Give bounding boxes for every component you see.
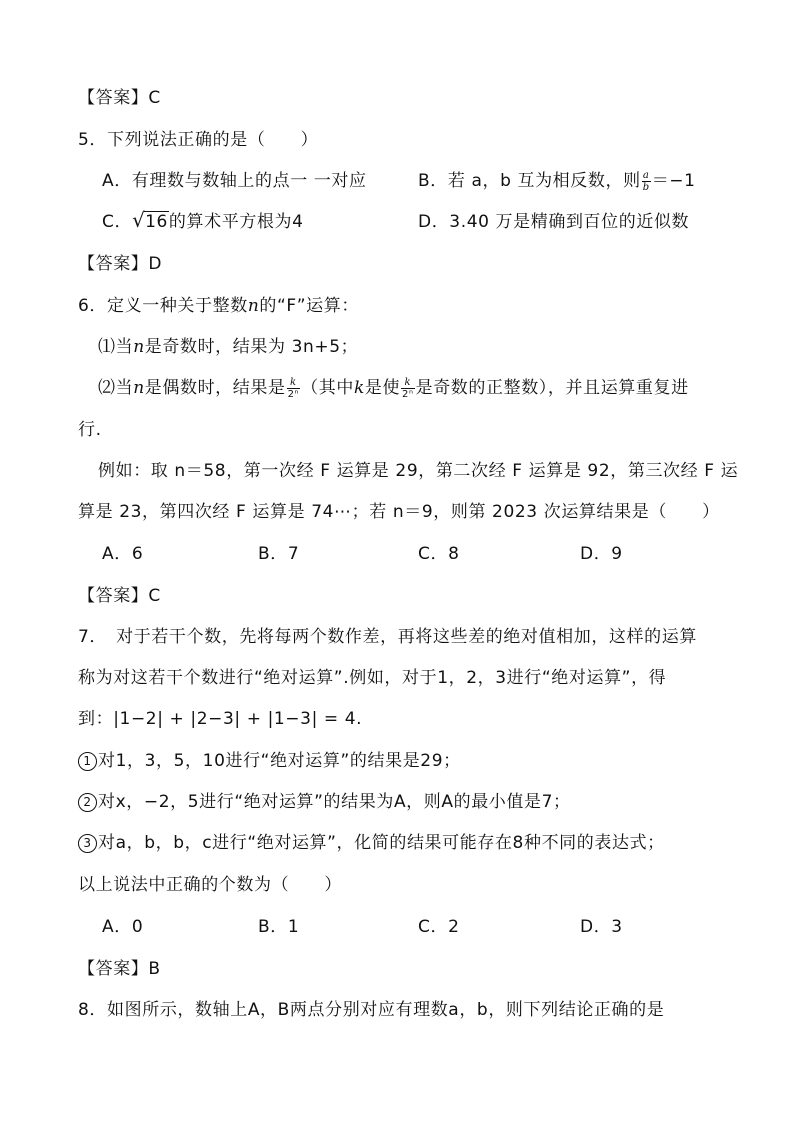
sqrt-radicand: 16 (145, 212, 168, 232)
circled-number-1: 1 (78, 752, 97, 771)
q5-option-b (418, 168, 696, 194)
q5-option-b-result: ＝−1 (651, 171, 696, 191)
q6-rule-2-b: 是偶数时，结果是 (144, 378, 286, 398)
question-5-stem: 5．下列说法正确的是（ ） (78, 130, 319, 150)
answer-q7: 【答案】B (78, 959, 161, 979)
q6-option-d: D．9 (580, 544, 623, 564)
q6-fraction-2-num: k (401, 377, 415, 389)
q6-fraction-1 (287, 377, 301, 400)
sqrt-symbol: √ 16 (132, 208, 168, 232)
question-6-stem (78, 293, 359, 319)
q6-fraction-2-den: 2ⁿ (402, 388, 414, 400)
q6-rule-2-k: k (353, 378, 365, 398)
circled-number-3: 3 (78, 834, 97, 853)
q6-option-b: B．7 (258, 544, 300, 564)
q6-rule-2-c: （其中 (301, 378, 354, 398)
q6-fraction-2 (401, 377, 415, 400)
q7-question: 以上说法中正确的个数为（ ） (78, 875, 342, 895)
answer-q6: 【答案】C (78, 586, 161, 606)
q7-option-d: D．3 (580, 917, 623, 937)
q7-statement-2 (78, 789, 571, 815)
q7-option-b: B．1 (258, 917, 300, 937)
q6-rule-1-b: 是奇数时，结果为 3n+5； (144, 337, 359, 357)
q6-fraction-1-den: 2ⁿ (287, 388, 300, 400)
q6-rule-2-continued: 行. (78, 420, 102, 440)
q5-option-b-fraction (642, 170, 651, 193)
q7-statement-3-text: 对a，b，b，c进行“绝对运算”，化简的结果可能存在8种不同的表达式； (98, 833, 665, 853)
q5-option-c-text: 的算术平方根为4 (168, 212, 304, 232)
q5-fraction-numerator: a (642, 169, 650, 181)
q7-statement-1-text: 对1，3，5，10进行“绝对运算”的结果是29； (98, 751, 461, 771)
answer-q4: 【答案】C (78, 88, 161, 108)
q5-option-c (102, 209, 304, 235)
q7-statement-3 (78, 830, 665, 856)
q6-var-n: n (247, 296, 260, 316)
q7-line-3: 到：|1−2| + |2−3| + |1−3| = 4. (78, 709, 363, 729)
q7-option-c: C．2 (418, 917, 460, 937)
q7-option-a: A．0 (102, 917, 144, 937)
q5-option-b-text: B．若 a，b 互为相反数，则 (418, 171, 641, 191)
q6-example-line-2: 算是 23，第四次经 F 运算是 74⋯；若 n＝9，则第 2023 次运算结果是（ ） (78, 502, 720, 522)
q6-rule-2-n: n (133, 378, 145, 398)
q6-rule-2-a: ⑵当 (98, 378, 134, 398)
q5-option-d: D．3.40 万是精确到百位的近似数 (418, 212, 690, 232)
q6-rule-2 (98, 375, 689, 401)
answer-q5: 【答案】D (78, 254, 163, 274)
q6-rule-2-d: 是使 (364, 378, 401, 398)
q6-rule-1 (98, 334, 358, 360)
q5-option-c-label: C． (102, 212, 133, 232)
question-8-stem: 8．如图所示，数轴上A，B两点分别对应有理数a，b，则下列结论正确的是 (78, 1000, 665, 1020)
q6-option-c: C．8 (418, 544, 460, 564)
q5-fraction-denominator: b (642, 181, 650, 193)
q7-line-2: 称为对这若干个数进行“绝对运算”.例如，对于1，2，3进行“绝对运算”，得 (78, 668, 667, 688)
circled-number-2: 2 (78, 793, 97, 812)
q6-rule-1-a: ⑴当 (98, 337, 134, 357)
q7-statement-1 (78, 748, 461, 774)
q6-stem-end: 的“F”运算： (259, 296, 359, 316)
q7-statement-2-text: 对x，−2，5进行“绝对运算”的结果为A，则A的最小值是7； (98, 792, 571, 812)
q5-option-a: A．有理数与数轴上的点一 一对应 (102, 171, 367, 191)
q7-line-1: 7． 对于若干个数，先将每两个数作差，再将这些差的绝对值相加，这样的运算 (78, 627, 697, 647)
q6-example-line-1: 例如：取 n＝58，第一次经 F 运算是 29，第二次经 F 运算是 92，第三次经 F 运 (98, 461, 739, 481)
q6-rule-2-e: 是奇数的正整数），并且运算重复进 (415, 378, 689, 398)
q6-stem-text: 6．定义一种关于整数 (78, 296, 248, 316)
q6-option-a: A．6 (102, 544, 144, 564)
q6-rule-1-n: n (133, 337, 145, 357)
q6-fraction-1-num: k (287, 377, 301, 389)
